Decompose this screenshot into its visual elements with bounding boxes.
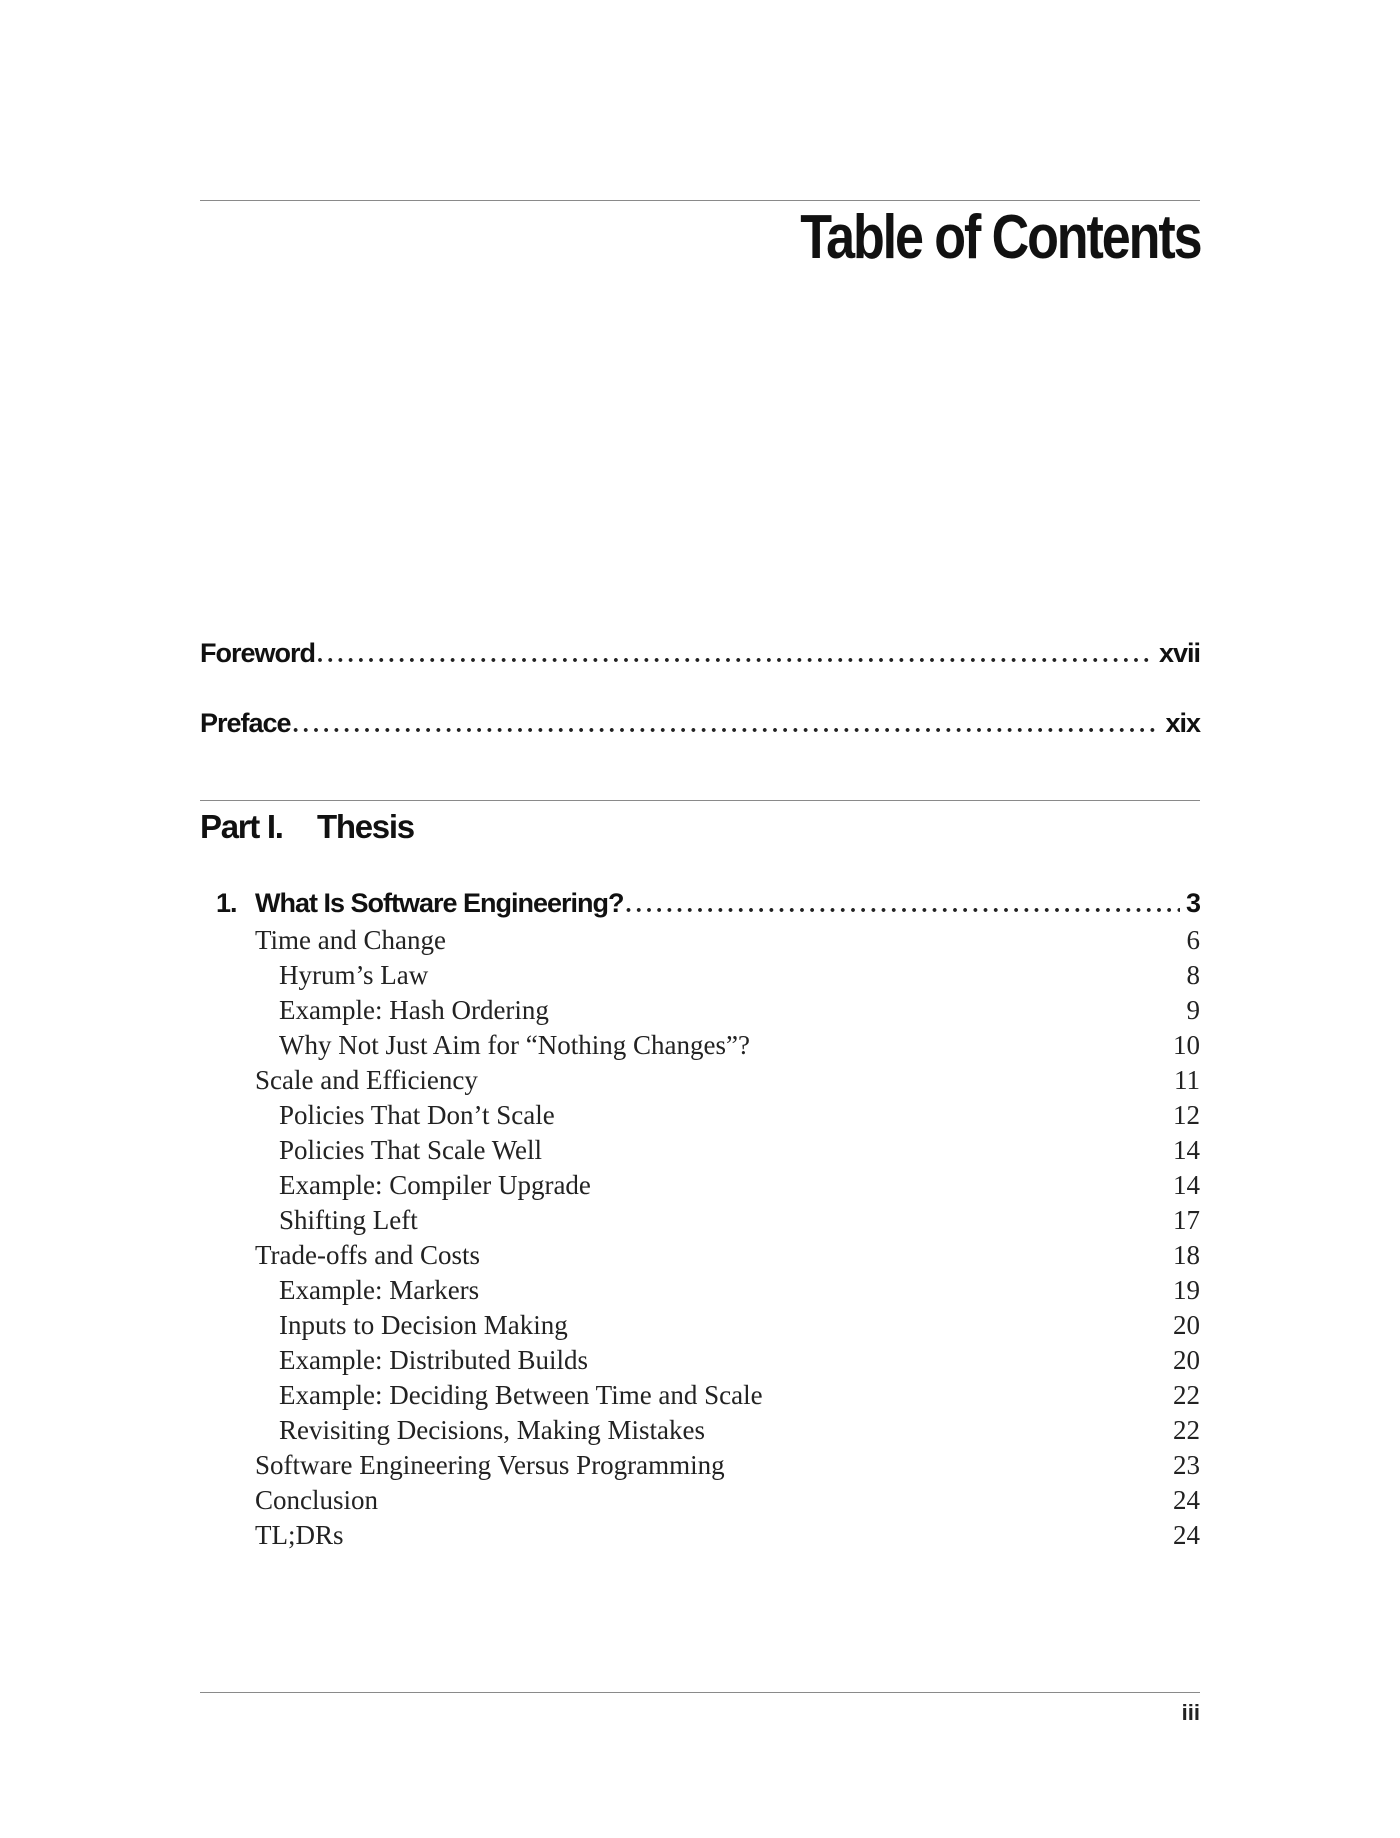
section-page-number: 6 bbox=[1186, 925, 1200, 955]
dot-leader bbox=[293, 712, 1160, 739]
toc-entry-chapter-1[interactable] bbox=[216, 888, 1200, 928]
part-heading bbox=[200, 808, 414, 854]
section-page-number: 24 bbox=[1173, 1520, 1200, 1550]
toc-section-item[interactable] bbox=[200, 1485, 1200, 1520]
section-title: Example: Hash Ordering bbox=[279, 995, 549, 1025]
section-page-number: 24 bbox=[1173, 1485, 1200, 1515]
folio-page-number: iii bbox=[1181, 1700, 1200, 1725]
section-page-number: 22 bbox=[1173, 1380, 1200, 1410]
section-page-number: 10 bbox=[1173, 1030, 1200, 1060]
top-divider bbox=[200, 200, 1200, 201]
section-page-number: 23 bbox=[1173, 1450, 1200, 1480]
page-title: Table of Contents bbox=[799, 203, 1200, 272]
toc-section-item[interactable] bbox=[200, 1170, 1200, 1205]
toc-section-item[interactable] bbox=[200, 1520, 1200, 1555]
section-page-number: 9 bbox=[1186, 995, 1200, 1025]
entry-page-number: xix bbox=[1165, 708, 1200, 738]
section-title: Conclusion bbox=[255, 1485, 379, 1515]
toc-section-item[interactable] bbox=[200, 995, 1200, 1030]
section-title: Inputs to Decision Making bbox=[279, 1310, 568, 1340]
part-label: Part I. bbox=[200, 808, 283, 845]
toc-section-item[interactable] bbox=[200, 960, 1200, 995]
toc-section-item[interactable] bbox=[200, 1030, 1200, 1065]
part-divider bbox=[200, 800, 1200, 801]
toc-section-item[interactable] bbox=[200, 925, 1200, 960]
section-page-number: 18 bbox=[1173, 1240, 1200, 1270]
section-title: Hyrum’s Law bbox=[279, 960, 429, 990]
section-title: Example: Deciding Between Time and Scale bbox=[279, 1380, 763, 1410]
section-title: Trade-offs and Costs bbox=[255, 1240, 481, 1270]
section-title: Example: Compiler Upgrade bbox=[279, 1170, 591, 1200]
section-page-number: 20 bbox=[1173, 1345, 1200, 1375]
toc-entry-preface[interactable] bbox=[200, 708, 1200, 748]
chapter-page-number: 3 bbox=[1185, 888, 1200, 918]
toc-section-item[interactable] bbox=[200, 1135, 1200, 1170]
section-page-number: 12 bbox=[1173, 1100, 1200, 1130]
toc-section-item[interactable] bbox=[200, 1065, 1200, 1100]
section-page-number: 14 bbox=[1173, 1170, 1200, 1200]
toc-section-item[interactable] bbox=[200, 1450, 1200, 1485]
section-title: Scale and Efficiency bbox=[255, 1065, 478, 1095]
chapter-title: What Is Software Engineering? bbox=[255, 888, 624, 918]
toc-section-item[interactable] bbox=[200, 1205, 1200, 1240]
section-title: Software Engineering Versus Programming bbox=[255, 1450, 725, 1480]
entry-page-number: xvii bbox=[1158, 638, 1200, 668]
dot-leader bbox=[317, 642, 1153, 669]
toc-section-item[interactable] bbox=[200, 1240, 1200, 1275]
section-page-number: 19 bbox=[1173, 1275, 1200, 1305]
section-title: Why Not Just Aim for “Nothing Changes”? bbox=[279, 1030, 750, 1060]
section-title: Policies That Scale Well bbox=[279, 1135, 543, 1165]
entry-label: Preface bbox=[200, 708, 291, 738]
section-list bbox=[200, 925, 1200, 1555]
section-page-number: 20 bbox=[1173, 1310, 1200, 1340]
chapter-number: 1. bbox=[216, 888, 237, 918]
section-title: Example: Distributed Builds bbox=[279, 1345, 588, 1375]
section-title: Time and Change bbox=[255, 925, 446, 955]
toc-section-item[interactable] bbox=[200, 1380, 1200, 1415]
dot-leader bbox=[626, 892, 1180, 919]
entry-label: Foreword bbox=[200, 638, 316, 668]
section-title: Example: Markers bbox=[279, 1275, 480, 1305]
toc-entry-foreword[interactable] bbox=[200, 638, 1200, 678]
section-page-number: 17 bbox=[1173, 1205, 1200, 1235]
toc-section-item[interactable] bbox=[200, 1310, 1200, 1345]
section-page-number: 14 bbox=[1173, 1135, 1200, 1165]
toc-section-item[interactable] bbox=[200, 1100, 1200, 1135]
toc-section-item[interactable] bbox=[200, 1415, 1200, 1450]
part-title: Thesis bbox=[317, 808, 414, 845]
section-title: TL;DRs bbox=[255, 1520, 344, 1550]
section-page-number: 8 bbox=[1186, 960, 1200, 990]
section-page-number: 11 bbox=[1174, 1065, 1200, 1095]
section-title: Revisiting Decisions, Making Mistakes bbox=[279, 1415, 705, 1445]
bottom-divider bbox=[200, 1692, 1200, 1693]
section-title: Policies That Don’t Scale bbox=[279, 1100, 555, 1130]
section-page-number: 22 bbox=[1173, 1415, 1200, 1445]
toc-section-item[interactable] bbox=[200, 1345, 1200, 1380]
section-title: Shifting Left bbox=[279, 1205, 418, 1235]
toc-section-item[interactable] bbox=[200, 1275, 1200, 1310]
